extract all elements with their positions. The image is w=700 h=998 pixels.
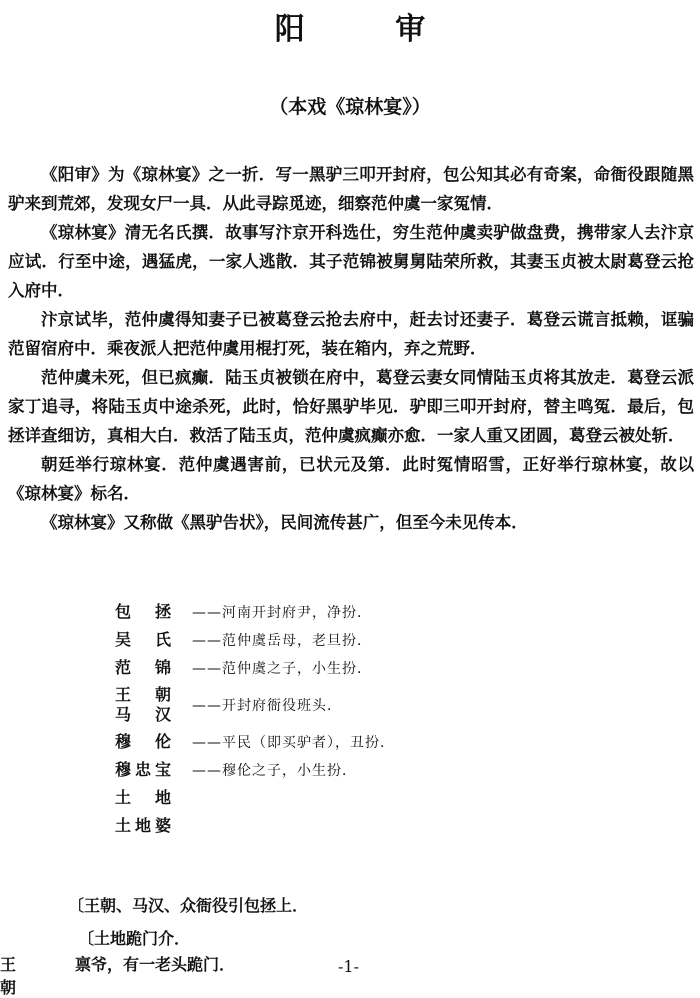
cast-entry xyxy=(115,682,675,728)
cast-entry xyxy=(115,626,675,654)
cast-name: 穆 伦 xyxy=(115,732,171,751)
cast-entry xyxy=(115,654,675,682)
play-subtitle: （本戏《琼林宴》） xyxy=(269,96,431,118)
intro-paragraph: 范仲虞未死，但已疯癫．陆玉贞被锁在府中，葛登云妻女同情陆玉贞将其放走．葛登云派家丁追寻，将陆玉贞中途杀死，此时，恰好黑驴毕见．驴即三叩开封府，替主鸣冤．最后，包拯详查细访，真相大白．救活了陆玉贞，范仲虞疯癫亦愈．一家人重又团圆，葛登云被处斩． xyxy=(8,368,694,445)
cast-entry xyxy=(115,728,675,756)
intro-paragraph: 《琼林宴》又称做《黑驴告状》，民间流传甚广，但至今未见传本． xyxy=(41,513,528,532)
intro-paragraph: 《阳审》为《琼林宴》之一折．写一黑驴三叩开封府，包公知其必有奇案，命衙役跟随黑驴来到荒郊，发现女尸一具．从此寻踪觅迹，细察范仲虞一家冤情． xyxy=(8,165,694,213)
cast-entry xyxy=(115,598,675,626)
cast-name: 土地婆 xyxy=(115,816,171,835)
intro-paragraph: 《琼林宴》清无名氏撰．故事写汴京开科选仕，穷生范仲虞卖驴做盘费，携带家人去汴京应试．行至中途，遇猛虎，一家人逃散．其子范锦被舅舅陆荣所救，其妻玉贞被太尉葛登云抢入府中． xyxy=(8,223,694,300)
cast-entry xyxy=(115,812,675,840)
cast-name: 吴 氏 xyxy=(115,630,171,649)
cast-name: 马 汉 xyxy=(115,705,171,724)
cast-name: 王 朝 xyxy=(115,685,171,704)
cast-description: ——开封府衙役班头． xyxy=(192,698,342,714)
page-number: -1- xyxy=(338,957,359,976)
cast-name: 范 锦 xyxy=(115,658,171,677)
cast-description: ——穆伦之子，小生扮． xyxy=(192,763,357,779)
cast-description: ——范仲虞之子，小生扮． xyxy=(192,661,372,677)
cast-entry xyxy=(115,784,675,812)
stage-direction: 〔王朝、马汉、众衙役引包拯上． xyxy=(68,896,309,915)
speaker-name: 王朝 xyxy=(0,955,39,997)
dialog-line xyxy=(0,952,235,998)
intro-paragraph: 朝廷举行琼林宴．范仲虞遇害前，已状元及第．此时冤情昭雪，正好举行琼林宴，故以《琼林宴》标名． xyxy=(8,455,694,503)
cast-description: ——范仲虞岳母，老旦扮． xyxy=(192,633,372,649)
cast-description: ——河南开封府尹，净扮． xyxy=(192,605,372,621)
cast-name: 穆忠宝 xyxy=(115,760,171,779)
cast-name: 包 拯 xyxy=(115,602,171,621)
cast-list xyxy=(115,598,675,840)
introduction xyxy=(8,160,694,537)
play-title: 阳 审 xyxy=(274,12,466,47)
cast-name: 土 地 xyxy=(115,788,171,807)
cast-description: ——平民（即买驴者），丑扮． xyxy=(192,735,395,751)
cast-entry xyxy=(115,756,675,784)
stage-direction: 〔土地跪门介． xyxy=(78,929,191,948)
intro-paragraph: 汴京试毕，范仲虞得知妻子已被葛登云抢去府中，赶去讨还妻子．葛登云谎言抵赖，诓骗范留宿府中．乘夜派人把范仲虞用棍打死，装在箱内，弃之荒野． xyxy=(8,310,694,358)
spoken-line: 禀爷，有一老头跪门． xyxy=(75,955,236,974)
